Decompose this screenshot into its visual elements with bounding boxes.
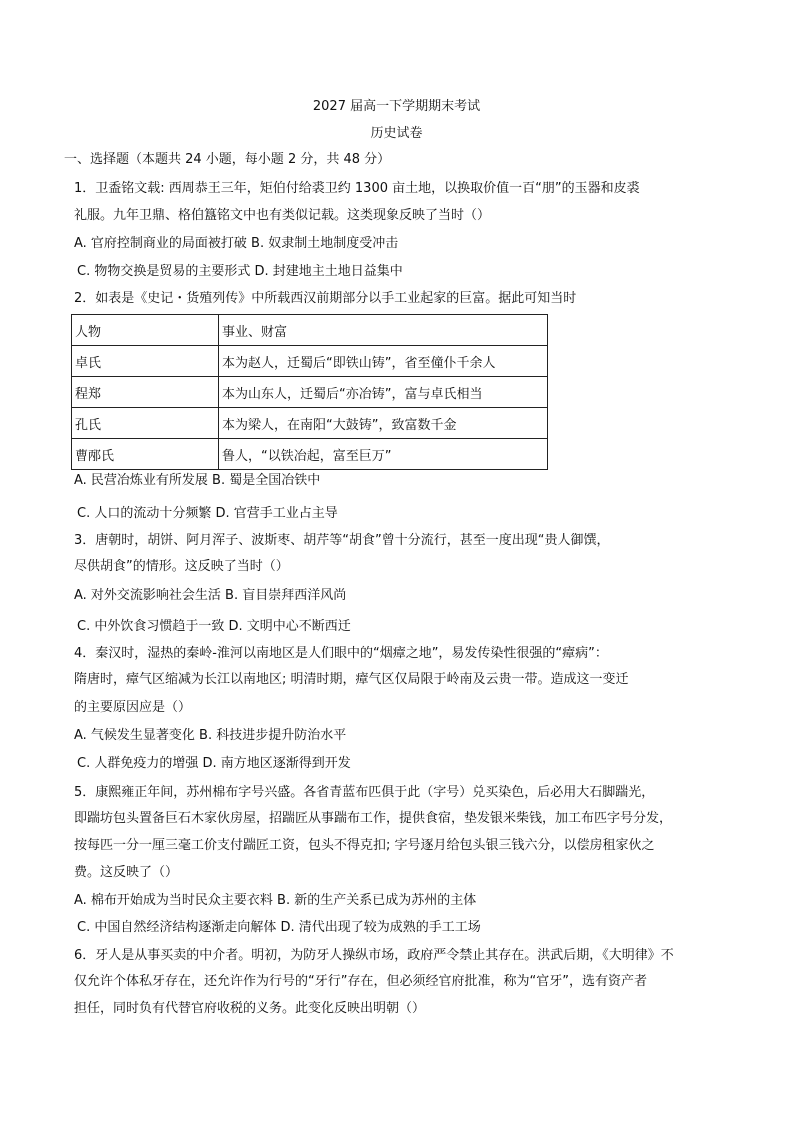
table-header-cell: 事业、财富 [219,315,548,346]
q4-stem-line-1: 4．秦汉时，湿热的秦岭-淮河以南地区是人们眼中的“烟瘴之地”，易发传染性很强的“瘴病”： [74,646,608,661]
q1-options-ab: A. 官府控制商业的局面被打破 B. 奴隶制土地制度受冲击 [74,236,399,251]
table-row [72,377,548,408]
table-cell: 卓氏 [72,346,219,377]
table-cell: 曹邴氏 [72,439,219,470]
table-cell: 本为赵人，迁蜀后“即铁山铸”，省至僮仆千余人 [219,346,548,377]
q4-stem-line-2: 隋唐时，瘴气区缩减为长江以南地区; 明清时期，瘴气区仅局限于岭南及云贵一带。造成这一变迁 [74,672,629,687]
q2-stem-line-1: 2．如表是《史记・货殖列传》中所载西汉前期部分以手工业起家的巨富。据此可知当时 [74,291,577,306]
table-row [72,408,548,439]
table-header-row [72,315,548,346]
section-heading: 一、选择题（本题共 24 小题，每小题 2 分，共 48 分） [64,152,391,167]
q1-stem-line-1: 1．卫盉铭文载: 西周恭王三年，矩伯付给裘卫约 1300 亩土地，以换取价值一百“朋”的玉器和皮裘 [74,181,640,196]
q4-options-cd: C. 人群免疫力的增强 D. 南方地区逐渐得到开发 [77,756,351,771]
q3-options-cd: C. 中外饮食习惯趋于一致 D. 文明中心不断西迁 [77,619,351,634]
table-cell: 鲁人，“以铁冶起，富至巨万” [219,439,548,470]
q5-stem-line-3: 按每匹一分一厘三毫工价支付踹匠工资，包头不得克扣; 字号逐月给包头银三钱六分，以偿房租家伙之 [74,838,655,853]
q3-stem-line-1: 3．唐朝时，胡饼、阿月浑子、波斯枣、胡芹等“胡食”曾十分流行，甚至一度出现“贵人御馔， [74,533,610,548]
q5-options-ab: A. 棉布开始成为当时民众主要衣料 B. 新的生产关系已成为苏州的主体 [74,893,477,908]
q5-options-cd: C. 中国自然经济结构逐渐走向解体 D. 清代出现了较为成熟的手工工场 [77,920,481,935]
q6-stem-line-3: 担任，同时负有代替官府收税的义务。此变化反映出明朝（） [74,1001,426,1016]
q3-stem-line-2: 尽供胡食”的情形。这反映了当时（） [74,559,289,574]
q4-options-ab: A. 气候发生显著变化 B. 科技进步提升防治水平 [74,728,347,743]
table-cell: 本为梁人，在南阳“大鼓铸”，致富数千金 [219,408,548,439]
q5-stem-line-1: 5．康熙雍正年间，苏州棉布字号兴盛。各省青蓝布匹俱于此（字号）兑买染色，后必用大石脚踹光， [74,785,655,800]
table-cell: 孔氏 [72,408,219,439]
table-row [72,439,548,470]
table-cell: 程郑 [72,377,219,408]
q2-options-cd: C. 人口的流动十分频繁 D. 官营手工业占主导 [77,506,338,521]
q5-stem-line-4: 费。这反映了（） [74,865,179,880]
q6-stem-line-2: 仅允许个体私牙存在，还允许作为行号的“牙行”存在，但必须经官府批准，称为“官牙”，选有资产者 [74,974,647,989]
table-header-cell: 人物 [72,315,219,346]
q4-stem-line-3: 的主要原因应是（） [74,700,192,715]
q1-stem-line-2: 礼服。九年卫鼎、格伯簋铭文中也有类似记载。这类现象反映了当时（） [74,208,491,223]
q2-table [71,314,548,470]
q1-options-cd: C. 物物交换是贸易的主要形式 D. 封建地主土地日益集中 [77,264,403,279]
q2-options-ab: A. 民营冶炼业有所发展 B. 蜀是全国冶铁中 [74,473,321,488]
exam-title: 2027 届高一下学期期末考试 [312,99,481,114]
q5-stem-line-2: 即踹坊包头置备巨石木家伙房屋，招踹匠从事踹布工作，提供食宿，垫发银米柴钱，加工布匹字号分发， [74,811,673,826]
exam-subtitle: 历史试卷 [370,126,423,141]
q3-options-ab: A. 对外交流影响社会生活 B. 盲目崇拜西洋风尚 [74,588,347,603]
table-cell: 本为山东人，迁蜀后“亦冶铸”，富与卓氏相当 [219,377,548,408]
q6-stem-line-1: 6．牙人是从事买卖的中介者。明初，为防牙人操纵市场，政府严令禁止其存在。洪武后期，《大明律》不 [74,948,674,963]
table-row [72,346,548,377]
